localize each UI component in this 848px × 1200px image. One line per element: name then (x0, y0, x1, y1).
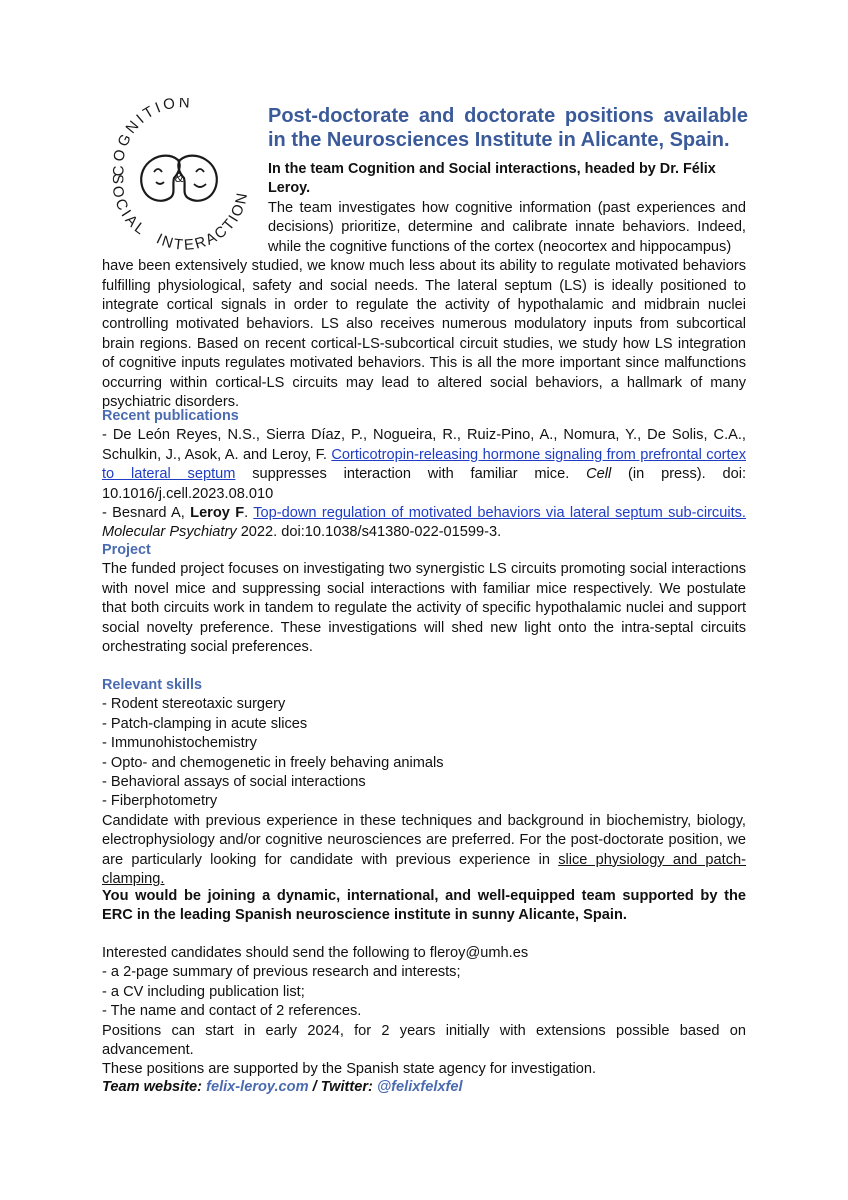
project-section (102, 541, 746, 657)
publications-heading: Recent publications (102, 408, 239, 424)
pub1-authors: - De León Reyes, N.S., Sierra Díaz, P., Nogueira, R., Ruiz-Pino, A., Nomura, Y., De Solis, C.A., Schulkin, J., Asok, A. and Leroy, F. (102, 427, 746, 463)
skill-item: - Opto- and chemogenetic in freely behaving animals (102, 754, 444, 771)
skills-note (102, 812, 746, 890)
joining-statement: You would be joining a dynamic, international, and well-equipped team supported by the ERC in the leading Spanish neuroscience institute in sunny Alicante, Spain. (102, 888, 746, 924)
skills-list (102, 695, 746, 811)
pub1-title-link[interactable]: Corticotropin-releasing hormone signaling from prefrontal cortex to lateral septum (102, 446, 747, 483)
page-subtitle: In the team Cognition and Social interactions, headed by Dr. Félix Leroy. (268, 161, 716, 197)
pub2-authors-pre: - Besnard A, (102, 505, 191, 522)
apply-support: These positions are supported by the Spanish state agency for investigation. (102, 1061, 597, 1078)
website-link[interactable]: felix-leroy.com (206, 1079, 309, 1095)
intro-paragraph (102, 199, 746, 412)
apply-start: Positions can start in early 2024, for 2 years initially with extensions possible based on advancement. (102, 1022, 746, 1059)
intro-rest: have been extensively studied, we know much less about its ability to regulate motivated behaviors fulfilling physiological, safety and social needs. The lateral septum (LS) is ideally positioned to integrate cortical signals in order to regulate the activity of hypothalamic and midbrain nuclei controlling motivated behaviors. LS also receives numerous modulatory inputs from subcortical brain regions. Based on recent cortical-LS-subcortical circuit studies, we study how LS integration of cognitive inputs regulates motivated behaviors. This is all the more important since malfunctions occurring within cortical-LS circuits may lead to altered social behaviors, a hallmark of many psychiatric disorders. (102, 258, 746, 411)
apply-item: - The name and contact of 2 references. (102, 1003, 362, 1020)
logo-left-text: SOCIAL (108, 173, 151, 240)
project-heading: Project (102, 542, 151, 558)
pub2-title-link[interactable]: Top-down regulation of motivated behaviors via lateral septum sub-circuits. (253, 505, 746, 522)
pub1-tail: (in press). doi: 10.1016/j.cell.2023.08.010 (102, 466, 747, 502)
publications-section (102, 407, 746, 543)
pub2-authors-post: . (244, 505, 254, 522)
twitter-label: / Twitter: (308, 1079, 377, 1095)
page-title: Post-doctorate and doctorate positions available in the Neurosciences Institute in Alicante, Spain. (268, 105, 748, 151)
logo-top-text: COGNITION (110, 98, 193, 177)
skills-note-underlined: slice physiology and patch-clamping. (102, 851, 746, 888)
publication-2 (102, 504, 746, 543)
pub1-journal: Cell (586, 466, 612, 483)
skill-item: - Patch-clamping in acute slices (102, 715, 308, 732)
pub2-tail: 2022. doi:10.1038/s41380-022-01599-3. (236, 524, 502, 541)
skills-section (102, 676, 746, 889)
footer (102, 1078, 746, 1097)
publication-1 (102, 426, 746, 504)
application-section (102, 944, 746, 1080)
logo-head-right-icon (178, 156, 216, 201)
skills-note-text: Candidate with previous experience in these techniques and background in biochemistry, biology, electrophysiology and/or cognitive neurosciences are preferred. For the post-doctorate position, we are particularly looking for candidate with previous experience in (102, 812, 746, 868)
apply-item: - a 2-page summary of previous research and interests; (102, 964, 461, 981)
pub1-middle: suppresses interaction with familiar mice. (235, 466, 587, 483)
apply-list (102, 963, 746, 1021)
pub2-author-bold: Leroy F (190, 505, 245, 522)
apply-item: - a CV including publication list; (102, 983, 305, 1000)
skills-heading: Relevant skills (102, 677, 202, 693)
project-text: The funded project focuses on investigating two synergistic LS circuits promoting social interactions with novel mice and suppressing social interactions with familiar mice respectively. We postulate that both circuits work in tandem to regulate the activity of specific hypothalamic nuclei and support social novelty preference. These investigations will shed new light onto the intra-septal circuits orchestrating social preferences. (102, 561, 746, 656)
intro-first-part: The team investigates how cognitive information (past experiences and decisions) prioritize, determine and calibrate innate behaviors. Indeed, while the cognitive functions of the cortex (neocortex and hippocampus) (268, 200, 746, 255)
apply-lead: Interested candidates should send the following to fleroy@umh.es (102, 945, 529, 961)
twitter-link[interactable]: @felixfelxfel (376, 1079, 463, 1095)
skill-item: - Rodent stereotaxic surgery (102, 696, 286, 713)
website-label: Team website: (102, 1079, 207, 1095)
skill-item: - Behavioral assays of social interactions (102, 774, 366, 791)
skill-item: - Fiberphotometry (102, 793, 218, 810)
logo-ampersand: & (174, 170, 184, 185)
pub2-journal: Molecular Psychiatry (102, 524, 237, 541)
skill-item: - Immunohistochemistry (102, 735, 257, 752)
logo-bottom-text: INTERACTION (153, 189, 252, 254)
